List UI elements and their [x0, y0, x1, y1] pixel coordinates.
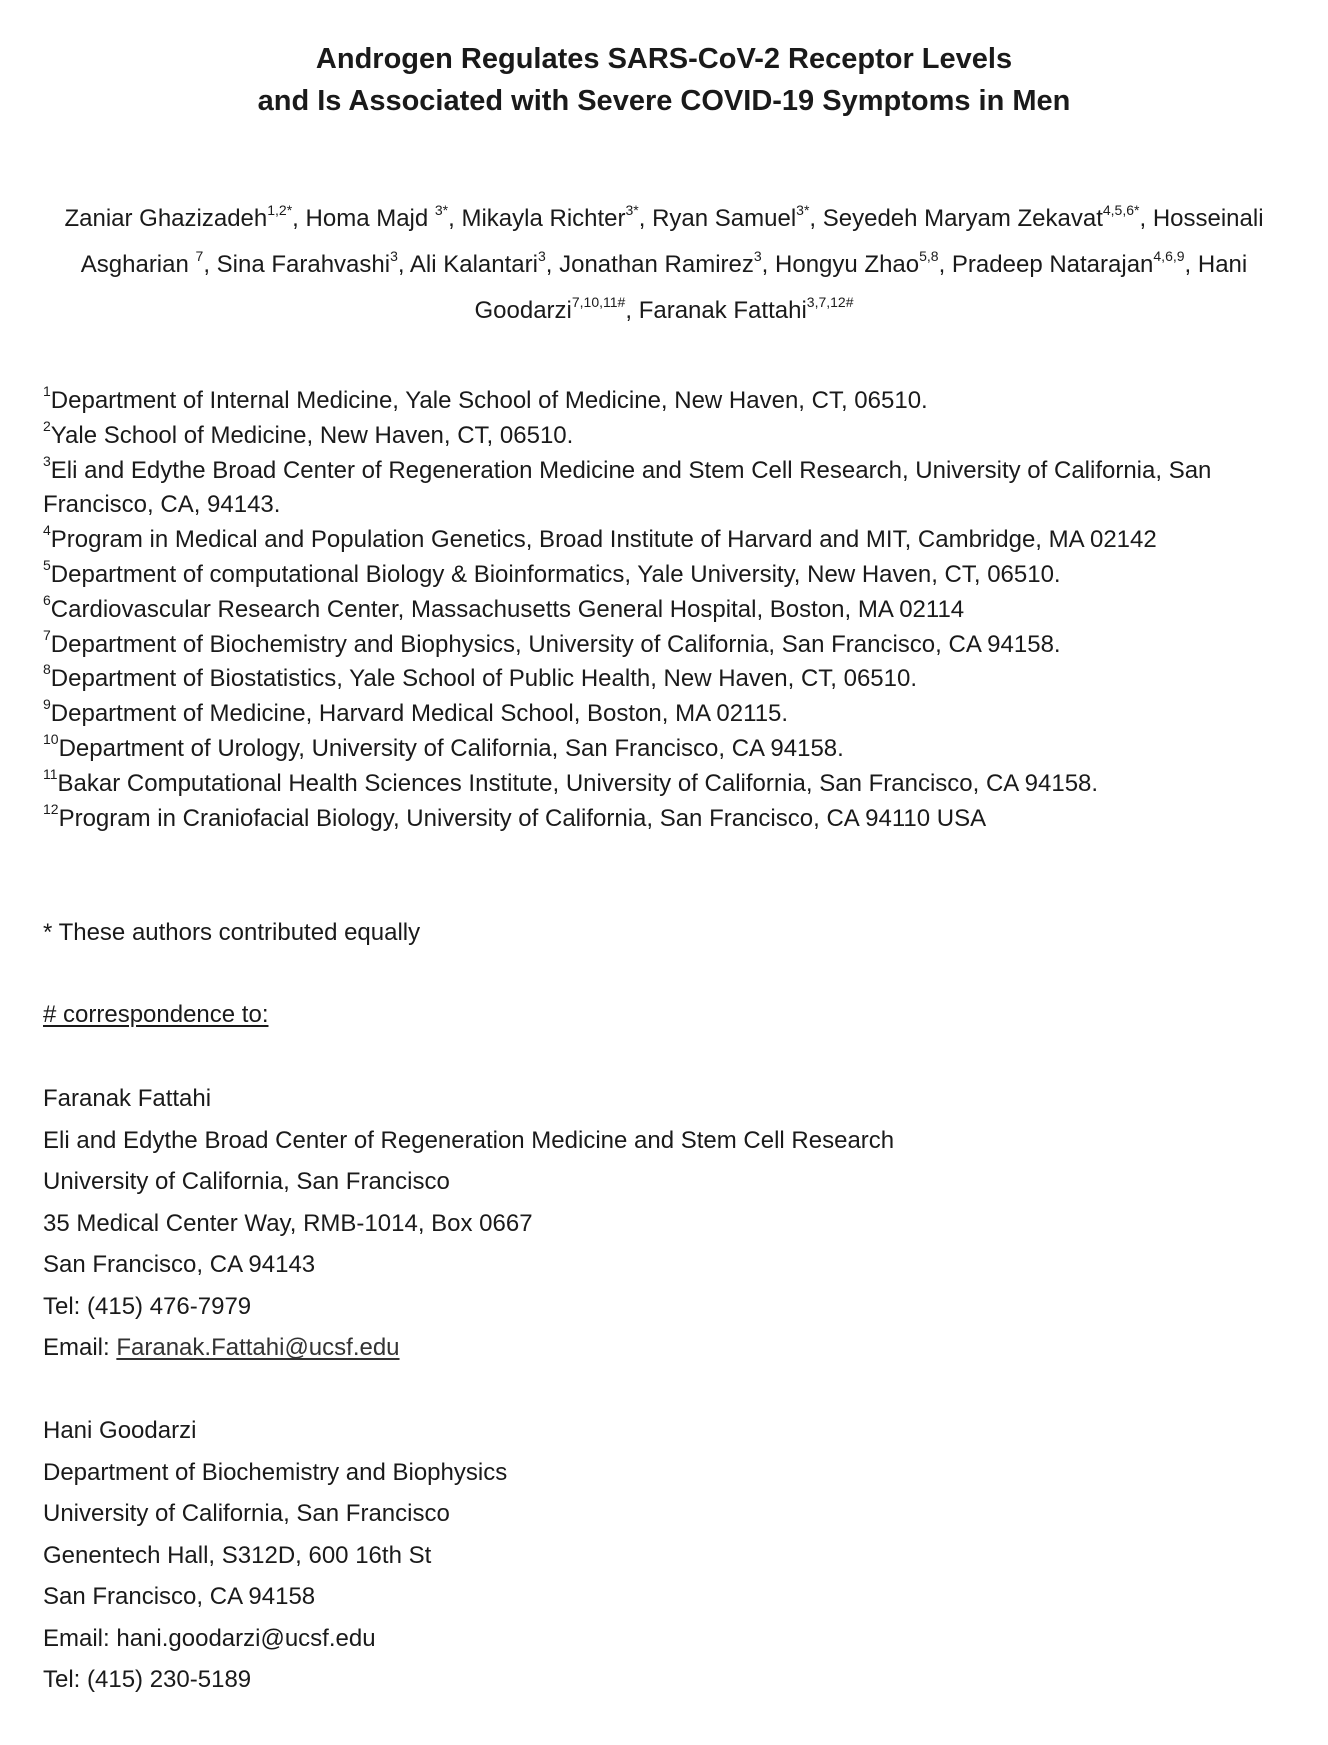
affiliation-item — [43, 662, 1303, 697]
author-name: Hani Goodarzi — [474, 251, 1248, 324]
author-separator: , — [1184, 251, 1198, 278]
affiliation-number: 4 — [43, 522, 51, 539]
affiliation-text: Cardiovascular Research Center, Massachusetts General Hospital, Boston, MA 02114 — [50, 595, 965, 623]
author-affiliation-marker: 1,2* — [267, 202, 293, 218]
affiliation-item — [43, 558, 1303, 593]
contact-institution: University of California, San Francisco — [43, 1500, 450, 1527]
author-separator: , — [448, 205, 462, 232]
author-name: Sina Farahvashi — [216, 251, 391, 278]
author-name: Homa Majd — [305, 205, 435, 232]
affiliation-item — [43, 454, 1303, 524]
contact-address: 35 Medical Center Way, RMB-1014, Box 0667 — [43, 1209, 533, 1237]
contact-city: San Francisco, CA 94158 — [43, 1583, 316, 1610]
author-name: Jonathan Ramirez — [559, 251, 754, 278]
email-label: Email: — [43, 1624, 117, 1652]
author-name: Seyedeh Maryam Zekavat — [822, 205, 1103, 232]
contact-department: Department of Biochemistry and Biophysics — [43, 1458, 508, 1486]
author — [652, 202, 823, 232]
contact-department: Eli and Edythe Broad Center of Regeneration Medicine and Stem Cell Research — [43, 1126, 895, 1154]
affiliation-text: Program in Craniofacial Biology, University of California, San Francisco, CA 94110 USA — [58, 804, 987, 832]
author-separator: , — [809, 205, 823, 232]
affiliation-number: 12 — [43, 800, 59, 817]
author-name: Hosseinali Asgharian — [80, 205, 1264, 278]
author — [409, 248, 560, 278]
affiliation-text: Yale School of Medicine, New Haven, CT, 06510. — [50, 421, 574, 449]
author — [638, 294, 854, 324]
affiliation-text: Department of Urology, University of California, San Francisco, CA 94158. — [58, 734, 844, 762]
paper-title — [0, 38, 1328, 122]
contact-name: Faranak Fattahi — [43, 1085, 212, 1112]
author-separator: , — [1139, 205, 1153, 232]
author-name: Ali Kalantari — [409, 251, 538, 278]
contact-name: Hani Goodarzi — [43, 1417, 197, 1444]
author — [216, 248, 410, 278]
author-name: Ryan Samuel — [652, 205, 797, 232]
affiliation-item — [43, 767, 1303, 802]
contact-city: San Francisco, CA 94143 — [43, 1251, 316, 1278]
author — [775, 248, 952, 278]
author-affiliation-marker: 7,10,11# — [571, 294, 626, 310]
author-separator: , — [638, 205, 653, 232]
affiliation-text: Department of Biostatistics, Yale School of Public Health, New Haven, CT, 06510. — [50, 665, 918, 693]
title-line-1: Androgen Regulates SARS-CoV-2 Receptor Levels — [315, 43, 1013, 75]
author-separator: , — [397, 251, 410, 278]
email-link[interactable]: Faranak.Fattahi@ucsf.edu — [116, 1334, 400, 1361]
email-address: hani.goodarzi@ucsf.edu — [116, 1624, 376, 1652]
affiliation-text: Department of Internal Medicine, Yale School of Medicine, New Haven, CT, 06510. — [50, 387, 928, 414]
author — [461, 202, 653, 232]
affiliation-number: 2 — [43, 417, 51, 434]
affiliation-item — [43, 419, 1303, 454]
contact-email-line — [43, 1327, 894, 1369]
contact-email-line — [43, 1618, 507, 1660]
author-name: Zaniar Ghazizadeh — [64, 205, 268, 232]
affiliation-item — [43, 732, 1303, 767]
affiliation-number: 1 — [43, 383, 51, 399]
contact-address: Genentech Hall, S312D, 600 16th St — [43, 1541, 432, 1569]
author — [951, 248, 1198, 278]
affiliation-text: Department of computational Biology & Bioinformatics, Yale University, New Haven, CT, 06510. — [50, 560, 1061, 588]
author-separator: , — [545, 251, 560, 278]
author-separator: , — [292, 205, 306, 232]
title-line-2: and Is Associated with Severe COVID-19 Symptoms in Men — [257, 85, 1071, 117]
affiliation-item — [43, 628, 1303, 663]
affiliation-number: 9 — [43, 696, 51, 713]
author-separator: , — [938, 251, 952, 278]
affiliation-text: Bakar Computational Health Sciences Institute, University of California, San Francisco, CA 94158. — [57, 769, 1099, 797]
author-name: Faranak Fattahi — [638, 297, 807, 324]
author-name: Hongyu Zhao — [775, 251, 920, 278]
author-affiliation-marker: 3 — [390, 248, 398, 264]
author — [305, 202, 462, 232]
email-label: Email: — [43, 1334, 117, 1361]
author-affiliation-marker: 5,8 — [919, 248, 939, 264]
contact-goodarzi — [43, 1410, 507, 1701]
author-affiliation-marker: 3* — [434, 202, 449, 218]
author-affiliation-marker: 7 — [195, 248, 204, 264]
contact-fattahi — [43, 1078, 894, 1369]
affiliation-number: 10 — [43, 730, 59, 747]
author-affiliation-marker: 3 — [537, 248, 546, 264]
affiliation-number: 11 — [43, 765, 58, 782]
author — [822, 202, 1153, 232]
affiliation-item — [43, 523, 1303, 558]
affiliation-text: Program in Medical and Population Genetics, Broad Institute of Harvard and MIT, Cambridge, MA 02142 — [50, 526, 1157, 554]
author-name: Mikayla Richter — [461, 205, 626, 232]
author-affiliation-marker: 3* — [796, 202, 810, 218]
affiliation-number: 5 — [43, 556, 51, 573]
affiliation-item — [43, 697, 1303, 732]
affiliation-text: Department of Medicine, Harvard Medical School, Boston, MA 02115. — [50, 700, 789, 728]
correspondence-heading: # correspondence to: — [43, 1001, 269, 1028]
affiliation-number: 3 — [43, 452, 51, 469]
author-affiliation-marker: 4,6,9 — [1153, 248, 1185, 264]
author-list — [40, 196, 1288, 334]
affiliation-text: Department of Biochemistry and Biophysics, University of California, San Francisco, CA 94158. — [50, 630, 1061, 658]
author-separator: , — [625, 297, 639, 324]
author-affiliation-marker: 4,5,6* — [1102, 202, 1140, 218]
author — [559, 248, 776, 278]
affiliation-item — [43, 384, 1303, 419]
affiliation-number: 7 — [43, 626, 51, 643]
author — [64, 202, 306, 232]
author-affiliation-marker: 3 — [753, 248, 762, 264]
author-name: Pradeep Natarajan — [951, 251, 1154, 278]
equal-contribution-note: * These authors contributed equally — [43, 919, 421, 946]
affiliation-item — [43, 593, 1303, 628]
author-affiliation-marker: 3,7,12# — [806, 294, 854, 310]
affiliation-item — [43, 802, 1303, 837]
contact-tel: Tel: (415) 476-7979 — [43, 1292, 252, 1320]
author-separator: , — [761, 251, 776, 278]
contact-institution: University of California, San Francisco — [43, 1168, 450, 1195]
author-separator: , — [203, 251, 217, 278]
affiliation-list — [43, 384, 1303, 836]
contact-tel: Tel: (415) 230-5189 — [43, 1666, 252, 1693]
author-affiliation-marker: 3* — [625, 202, 639, 218]
affiliation-number: 6 — [43, 591, 51, 608]
affiliation-text: Eli and Edythe Broad Center of Regeneration Medicine and Stem Cell Research, University of California, San Francisco, CA, 94143. — [43, 456, 1212, 519]
affiliation-number: 8 — [43, 661, 51, 678]
